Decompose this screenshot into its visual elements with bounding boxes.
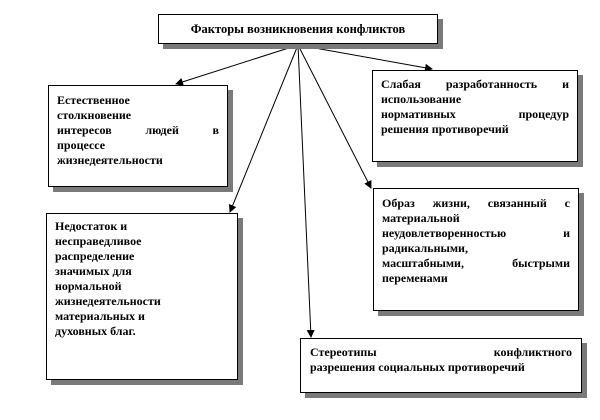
factor-line: разрешения социальных противоречий xyxy=(310,360,525,374)
factor-line: масштабными, быстрыми xyxy=(382,256,570,270)
factor-line: Образ жизни, связанный с xyxy=(382,196,570,210)
factor-line: жизнедеятельности xyxy=(57,153,163,167)
factor-line: материальной xyxy=(382,211,460,225)
arrow-to-natural xyxy=(176,45,298,84)
diagram-title-box xyxy=(158,14,438,44)
factor-line: Недостаток и xyxy=(55,219,128,233)
factor-line: нормативных процедур xyxy=(381,107,569,121)
factor-line: материальных и xyxy=(55,309,145,323)
factor-line: использование xyxy=(381,92,462,106)
factor-line: духовных благ. xyxy=(55,324,136,338)
arrow-to-lifestyle xyxy=(298,45,371,188)
factor-box-natural-interests xyxy=(48,85,228,187)
arrow-to-stereotypes xyxy=(298,45,311,337)
factor-line: неудовлетворенностью и xyxy=(382,226,570,240)
factor-line: Естественное xyxy=(57,93,130,107)
factor-line: решения противоречий xyxy=(381,122,509,136)
arrow-to-regulation xyxy=(298,45,432,69)
factor-line: столкновение xyxy=(57,108,132,122)
factor-box-unfair-distribution xyxy=(46,213,238,380)
factor-line: несправедливое xyxy=(55,234,142,248)
factor-line: интересов людей в xyxy=(57,123,219,137)
factor-line: значимых для xyxy=(55,264,132,278)
factor-box-lifestyle xyxy=(373,188,579,311)
factor-line: радикальными, xyxy=(382,241,468,255)
arrow-to-distribution xyxy=(230,45,298,212)
factor-box-weak-regulation xyxy=(372,70,578,162)
factor-line: жизнедеятельности xyxy=(55,294,161,308)
factor-line: нормальной xyxy=(55,279,122,293)
factor-line: Стереотипы конфликтного xyxy=(310,345,572,359)
factor-box-stereotypes xyxy=(300,338,582,393)
factor-line: распределение xyxy=(55,249,135,263)
diagram-title: Факторы возникновения конфликтов xyxy=(190,21,406,36)
factor-line: Слабая разработанность и xyxy=(381,77,569,91)
factor-line: переменами xyxy=(382,271,448,285)
factor-line: процессе xyxy=(57,138,106,152)
